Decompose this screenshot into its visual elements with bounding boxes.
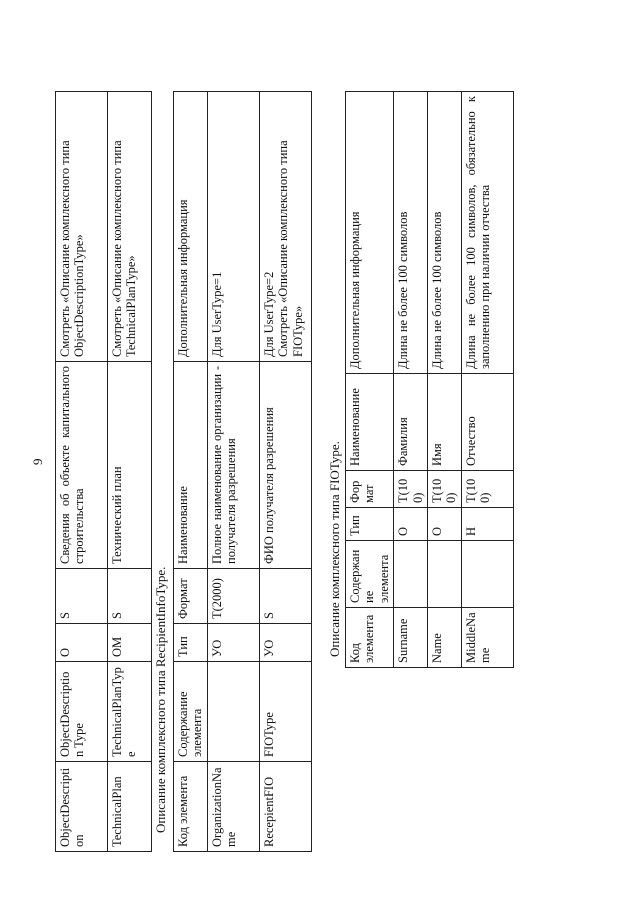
cell-name: Фамилия xyxy=(394,374,428,471)
header-name: Наименование xyxy=(174,362,208,569)
cell-format: T(100) xyxy=(427,471,461,508)
cell-name: Отчество xyxy=(461,374,513,471)
cell-format: T(100) xyxy=(461,471,513,508)
cell-type: УО xyxy=(208,624,260,662)
cell-code: Surname xyxy=(394,608,428,668)
cell-type: O xyxy=(56,624,108,662)
table-row xyxy=(427,92,461,668)
cell-code: Name xyxy=(427,608,461,668)
cell-info: Длина не более 100 символов xyxy=(394,92,428,374)
table-header-row xyxy=(346,92,394,668)
cell-name: ФИО получателя разрешения xyxy=(260,362,312,569)
cell-info: Смотреть «Описание комплексного типа ObjectDescriptionType» xyxy=(56,92,108,362)
cell-code: RecepientFIO xyxy=(260,762,312,852)
cell-type: УО xyxy=(260,624,312,662)
cell-type: О xyxy=(394,508,428,541)
cell-type: Н xyxy=(461,508,513,541)
caption-recipient: Описание комплексного типа RecipientInfoType. xyxy=(153,566,168,833)
table-row xyxy=(260,92,312,852)
header-type: Тип xyxy=(174,624,208,662)
table-recipient xyxy=(173,91,312,852)
header-code: Код элемента xyxy=(346,608,394,668)
cell-content xyxy=(461,541,513,608)
cell-name: Технический план xyxy=(108,362,152,569)
cell-info: Длина не более 100 символов, обязательно к заполнению при наличии отчества xyxy=(461,92,513,374)
cell-content: ObjectDescription Type xyxy=(56,662,108,762)
table-header-row xyxy=(174,92,208,852)
header-content: Содержание элемента xyxy=(346,541,394,608)
cell-name: Имя xyxy=(427,374,461,471)
table-row xyxy=(56,92,108,852)
table-row xyxy=(208,92,260,852)
table-row xyxy=(108,92,152,852)
header-format: Формат xyxy=(174,569,208,624)
cell-format: S xyxy=(260,569,312,624)
cell-content xyxy=(394,541,428,608)
cell-type: OM xyxy=(108,624,152,662)
cell-format: S xyxy=(108,569,152,624)
cell-format: T(100) xyxy=(394,471,428,508)
cell-code: TechnicalPlan xyxy=(108,762,152,852)
cell-content: FIOType xyxy=(260,662,312,762)
cell-info: Для UserType=2 Смотреть «Описание комплексного типа FIOType» xyxy=(260,92,312,362)
cell-content: TechnicalPlanType xyxy=(108,662,152,762)
table-fio xyxy=(345,91,514,668)
header-type: Тип xyxy=(346,508,394,541)
table-row xyxy=(394,92,428,668)
header-code: Код элемента xyxy=(174,762,208,852)
cell-type: О xyxy=(427,508,461,541)
cell-info: Для UserType=1 xyxy=(208,92,260,362)
table-continuation xyxy=(55,91,152,852)
header-content: Содержание элемента xyxy=(174,662,208,762)
cell-content xyxy=(208,662,260,762)
cell-code: ObjectDescription xyxy=(56,762,108,852)
cell-format: T(2000) xyxy=(208,569,260,624)
cell-format: S xyxy=(56,569,108,624)
caption-fio: Описание комплексного типа FIOType. xyxy=(327,441,342,657)
cell-code: OrganizationName xyxy=(208,762,260,852)
cell-code: MiddleName xyxy=(461,608,513,668)
cell-name: Полное наименование организации - получателя разрешения xyxy=(208,362,260,569)
cell-info: Смотреть «Описание комплексного типа TechnicalPlanType» xyxy=(108,92,152,362)
header-format: Формат xyxy=(346,471,394,508)
cell-name: Сведения об объекте капитального строительства xyxy=(56,362,108,569)
cell-info: Длина не более 100 символов xyxy=(427,92,461,374)
page-number: 9 xyxy=(30,458,45,465)
header-info: Дополнительная информация xyxy=(346,92,394,374)
header-info: Дополнительная информация xyxy=(174,92,208,362)
cell-content xyxy=(427,541,461,608)
table-row xyxy=(461,92,513,668)
header-name: Наименование xyxy=(346,374,394,471)
